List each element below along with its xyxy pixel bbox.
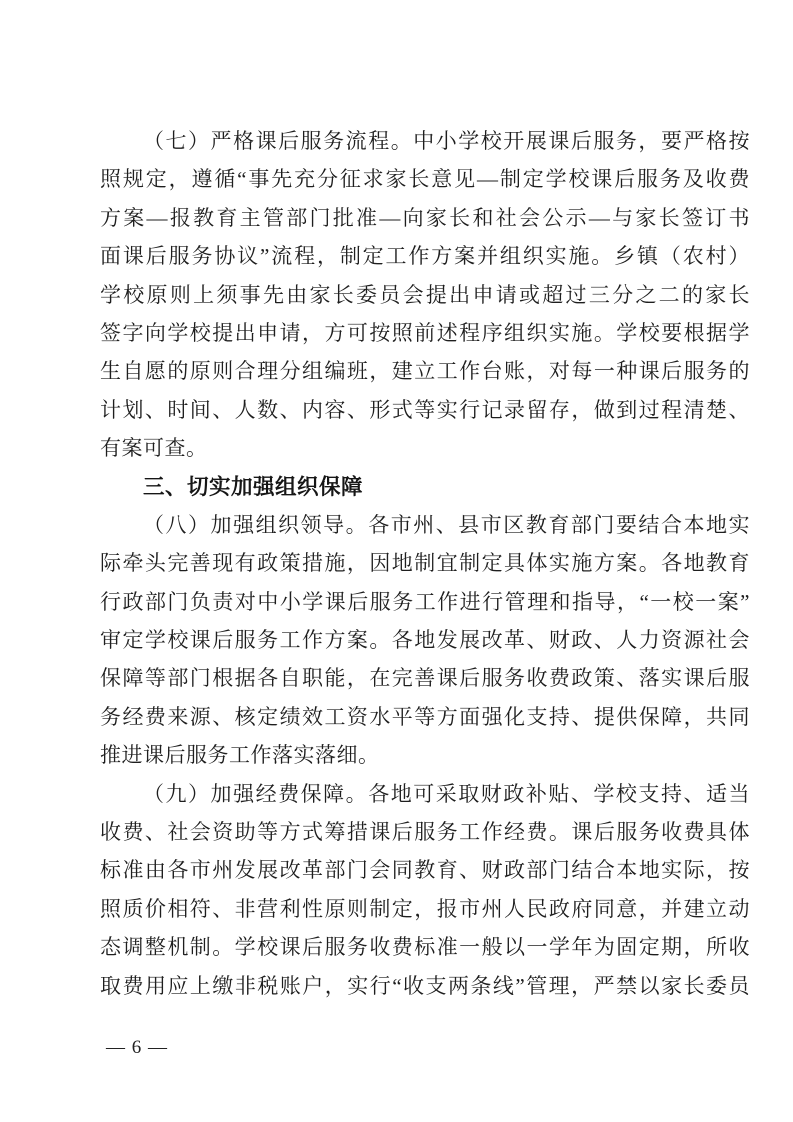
para9-line-3: 标准由各市州发展改革部门会同教育、财政部门结合本地实际，按	[100, 858, 750, 883]
para9-line-4: 照质价相符、非营利性原则制定，报市州人民政府同意，并建立动	[100, 896, 750, 921]
para7-line-8: 计划、时间、人数、内容、形式等实行记录留存，做到过程清楚、	[100, 397, 750, 422]
para7-line-1: （七）严格课后服务流程。中小学校开展课后服务，要严格按	[143, 129, 750, 153]
para7-line-4: 面课后服务协议”流程，制定工作方案并组织实施。乡镇（农村）	[100, 244, 750, 269]
para8-line-5: 保障等部门根据各自职能，在完善课后服务收费政策、落实课后服	[100, 666, 750, 691]
para8-line-4: 审定学校课后服务工作方案。各地发展改革、财政、人力资源社会	[100, 628, 750, 653]
para9-line-2: 收费、社会资助等方式筹措课后服务工作经费。课后服务收费具体	[100, 820, 750, 845]
document-body	[100, 122, 750, 1005]
para7-line-5: 学校原则上须事先由家长委员会提出申请或超过三分之二的家长	[100, 282, 750, 307]
para7-line-2: 照规定，遵循“事先充分征求家长意见—制定学校课后服务及收费	[100, 167, 750, 192]
para9-line-6: 取费用应上缴非税账户，实行“收支两条线”管理，严禁以家长委员	[100, 973, 750, 998]
para9-line-5: 态调整机制。学校课后服务收费标准一般以一学年为固定期，所收	[100, 935, 750, 960]
page-number: — 6 —	[106, 1037, 168, 1058]
para8-line-3: 行政部门负责对中小学课后服务工作进行管理和指导，“一校一案”	[100, 589, 750, 614]
para7-line-7: 生自愿的原则合理分组编班，建立工作台账，对每一种课后服务的	[100, 359, 750, 384]
para7-line-6: 签字向学校提出申请，方可按照前述程序组织实施。学校要根据学	[100, 320, 750, 345]
para7-line-9: 有案可查。	[100, 436, 208, 461]
para9-line-1: （九）加强经费保障。各地可采取财政补贴、学校支持、适当	[143, 781, 750, 806]
para8-line-6: 务经费来源、核定绩效工资水平等方面强化支持、提供保障，共同	[100, 704, 750, 729]
para8-line-7: 推进课后服务工作落实落细。	[100, 743, 380, 768]
para8-line-1: （八）加强组织领导。各市州、县市区教育部门要结合本地实	[143, 512, 750, 537]
para7-line-3: 方案—报教育主管部门批准—向家长和社会公示—与家长签订书	[100, 205, 750, 230]
para8-line-2: 际牵头完善现有政策措施，因地制宜制定具体实施方案。各地教育	[100, 551, 750, 576]
section-heading: 三、切实加强组织保障	[143, 474, 364, 499]
